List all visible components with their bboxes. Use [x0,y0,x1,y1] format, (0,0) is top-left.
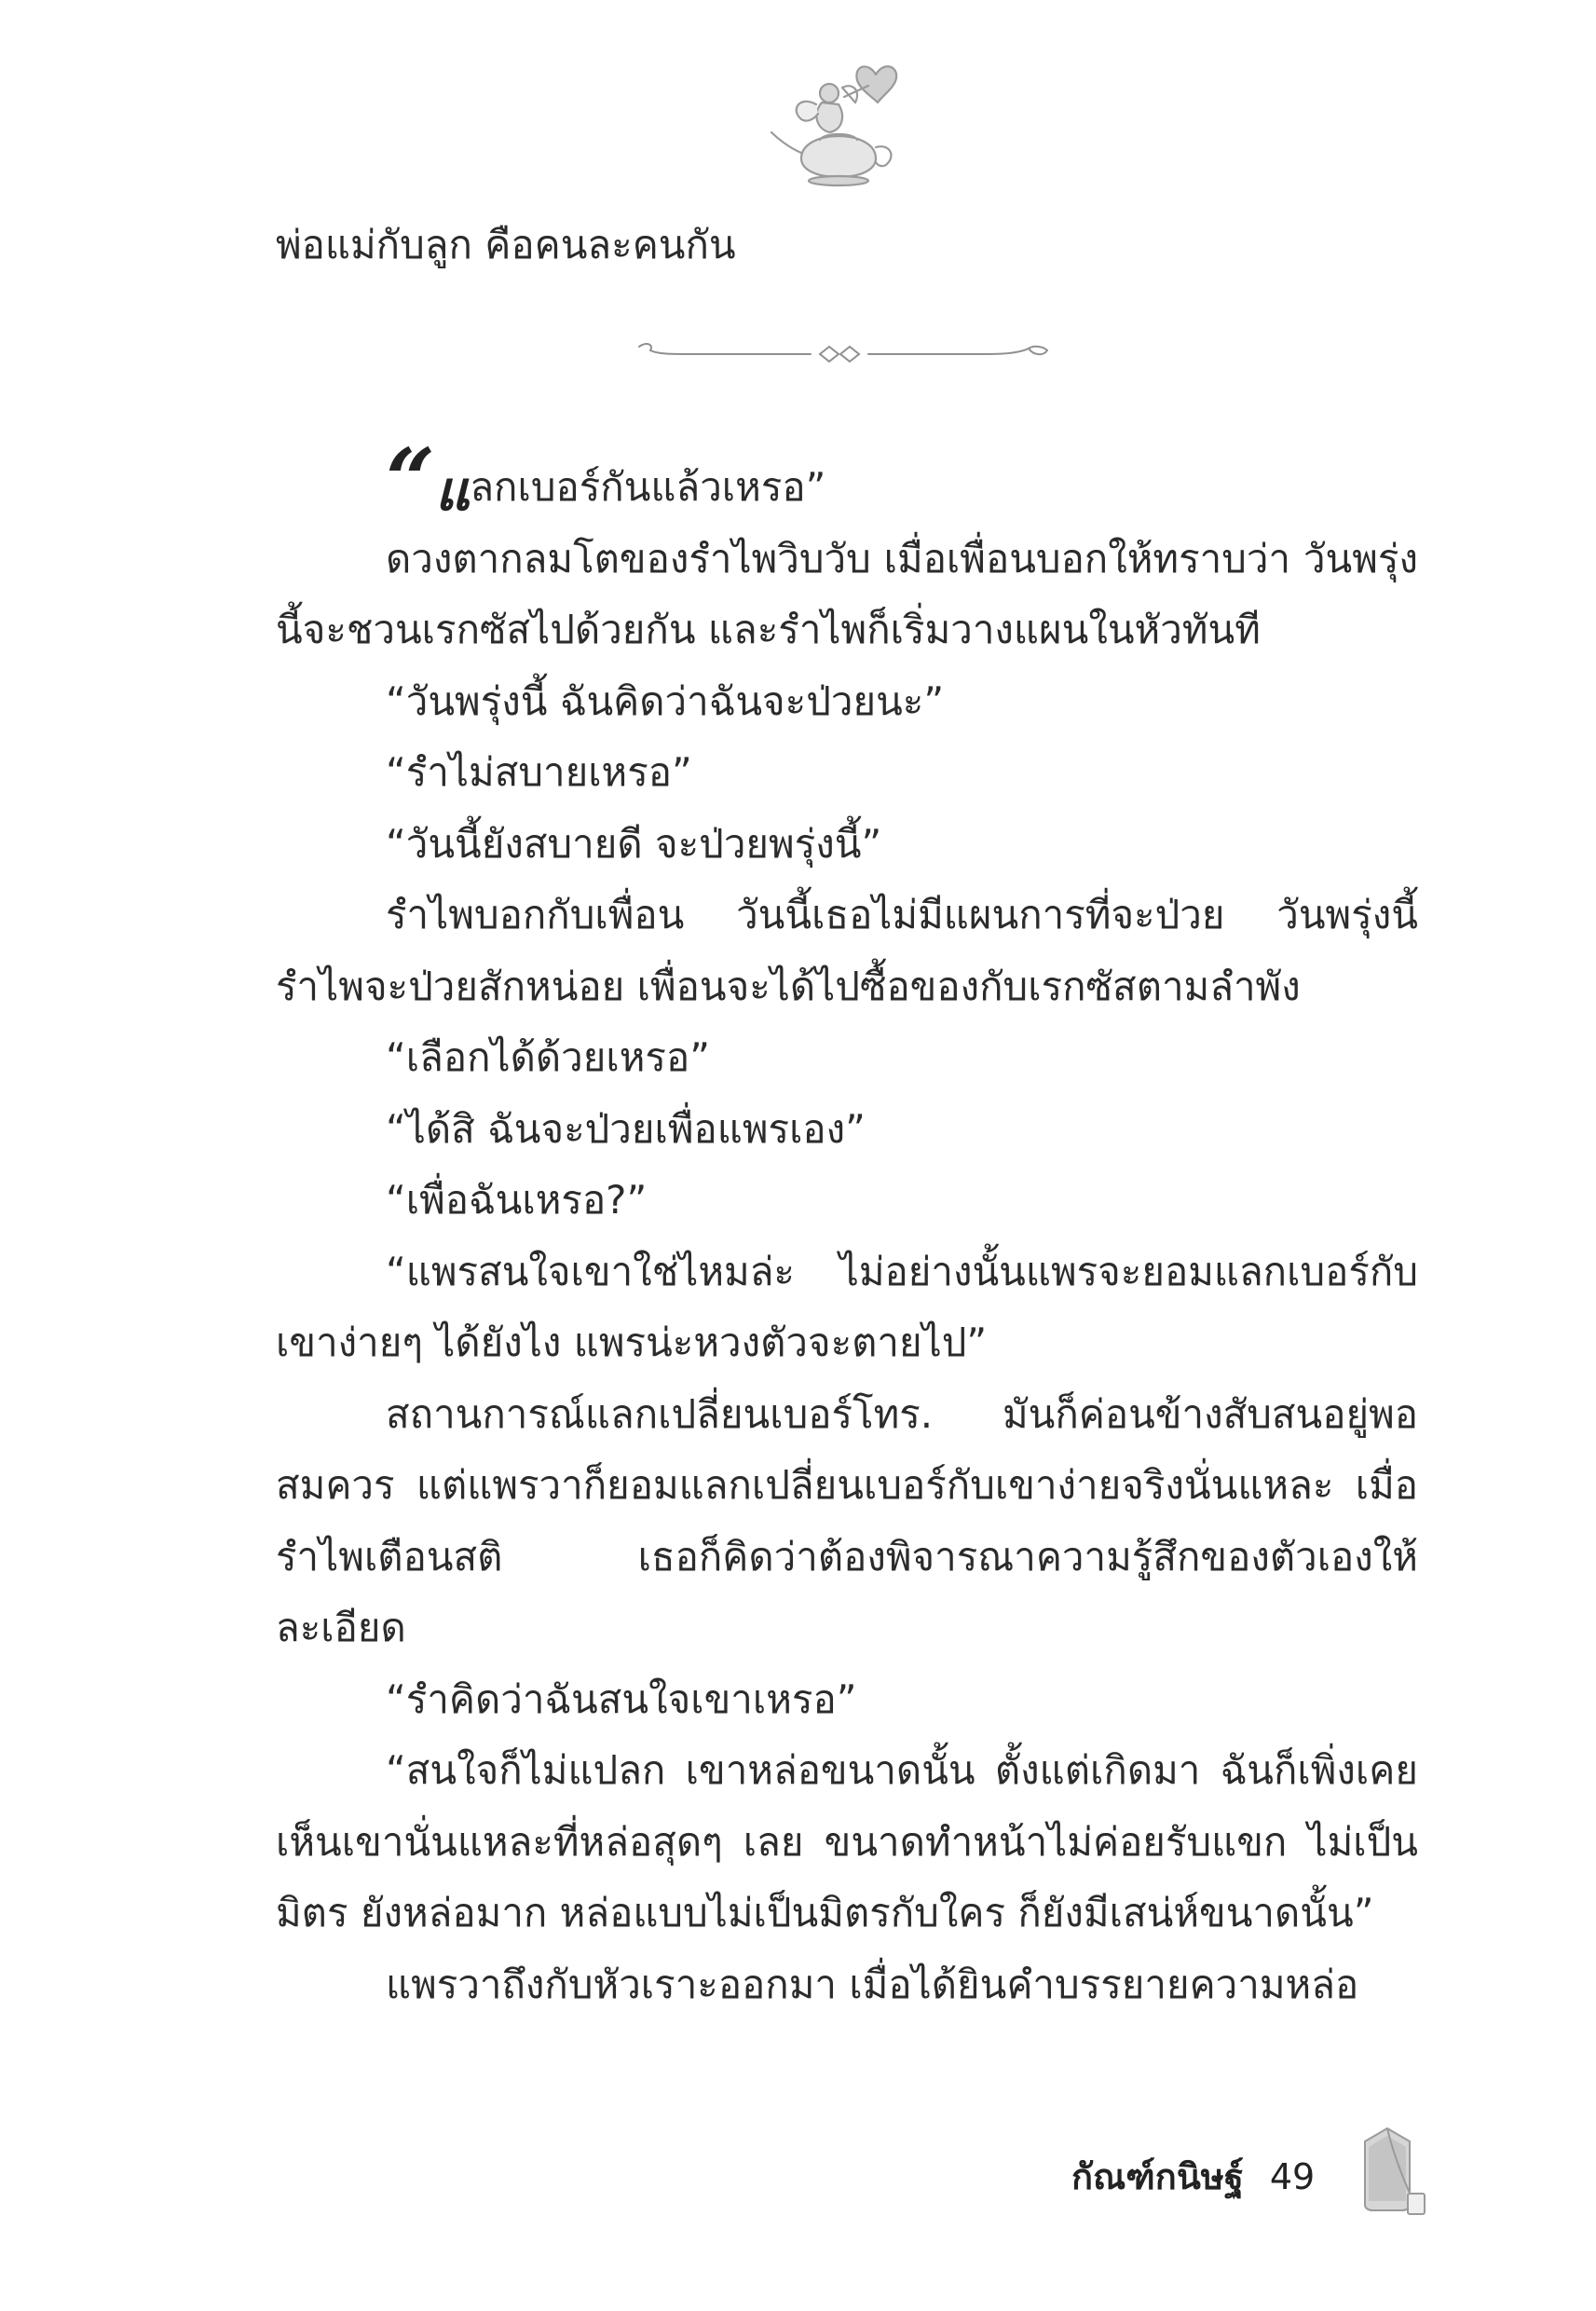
paragraph-2: ดวงตากลมโตของรำไพวิบวับ เมื่อเพื่อนบอกให้ทราบว่า วันพรุ่งนี้จะชวนเรกซัสไปด้วยกัน และรำไพก็เริ่มวางแผนในหัวทันที [276,535,1418,652]
paragraph-4: “รำไม่สบายเหรอ” [386,749,692,795]
dropcap-letter: แ [434,459,471,523]
paragraph-13: “สนใจก็ไม่แปลก เขาหล่อขนาดนั้น ตั้งแต่เกิดมา ฉันก็เพิ่งเคยเห็นเขานั่นแหละที่หล่อสุดๆ เลย ขนาดทำหน้าไม่ค่อยรับแขก ไม่เป็นมิตร ยังหล่อมาก หล่อแบบไม่เป็นมิตรกับใคร ก็ยังมีเสน่ห์ขนาดนั้น” [276,1747,1418,1935]
paragraph-12: “รำคิดว่าฉันสนใจเขาเหรอ” [386,1675,857,1722]
teabag-icon [1356,2125,1430,2227]
paragraph-10: “แพรสนใจเขาใช่ไหมล่ะ ไม่อย่างนั้นแพรจะยอมแลกเบอร์กับเขาง่ายๆ ได้ยังไง แพรน่ะหวงตัวจะตายไป” [276,1248,1418,1365]
top-text: พ่อแม่กับลูก คือคนละคนกัน [276,222,736,267]
cupid-teapot-icon [764,54,913,194]
paragraph-1 [276,430,1418,530]
top-text-line [276,210,1418,281]
book-title: กัณฑ์กนิษฐ์ [1071,2156,1244,2197]
dropcap-quote: “ [386,430,435,530]
paragraph-6: รำไพบอกกับเพื่อน วันนี้เธอไม่มีแผนการที่จะป่วย วันพรุ่งนี้รำไพจะป่วยสักหน่อย เพื่อนจะได้ไปซื้อของกับเรกซัสตามลำพัง [276,892,1418,1009]
paragraph-3: “วันพรุ่งนี้ ฉันคิดว่าฉันจะป่วยนะ” [386,677,945,724]
paragraph-8: “ได้สิ ฉันจะป่วยเพื่อแพรเอง” [386,1105,866,1152]
paragraph-11: สถานการณ์แลกเปลี่ยนเบอร์โทร. มันก็ค่อนข้างสับสนอยู่พอสมควร แต่แพรวาก็ยอมแลกเปลี่ยนเบอร์กับเขาง่ายจริงนั่นแหละ เมื่อรำไพเตือนสติ เธอก็คิดว่าต้องพิจารณาความรู้สึกของตัวเองให้ละเอียด [276,1390,1418,1650]
paragraph-14: แพรวาถึงกับหัวเราะออกมา เมื่อได้ยินคำบรรยายความหล่อ [386,1961,1359,2007]
body-text [276,430,1418,2020]
paragraph-9: “เพื่อฉันเหรอ?” [386,1177,648,1223]
paragraph-7: “เลือกได้ด้วยเหรอ” [386,1034,710,1080]
paragraph-1-text: ลกเบอร์กันแล้วเหรอ” [470,464,826,510]
paragraph-5: “วันนี้ยังสบายดี จะป่วยพรุ่งนี้” [386,820,882,867]
ornamental-divider-icon [634,334,1053,371]
page-footer [1071,2148,1315,2204]
page-number: 49 [1269,2156,1316,2197]
